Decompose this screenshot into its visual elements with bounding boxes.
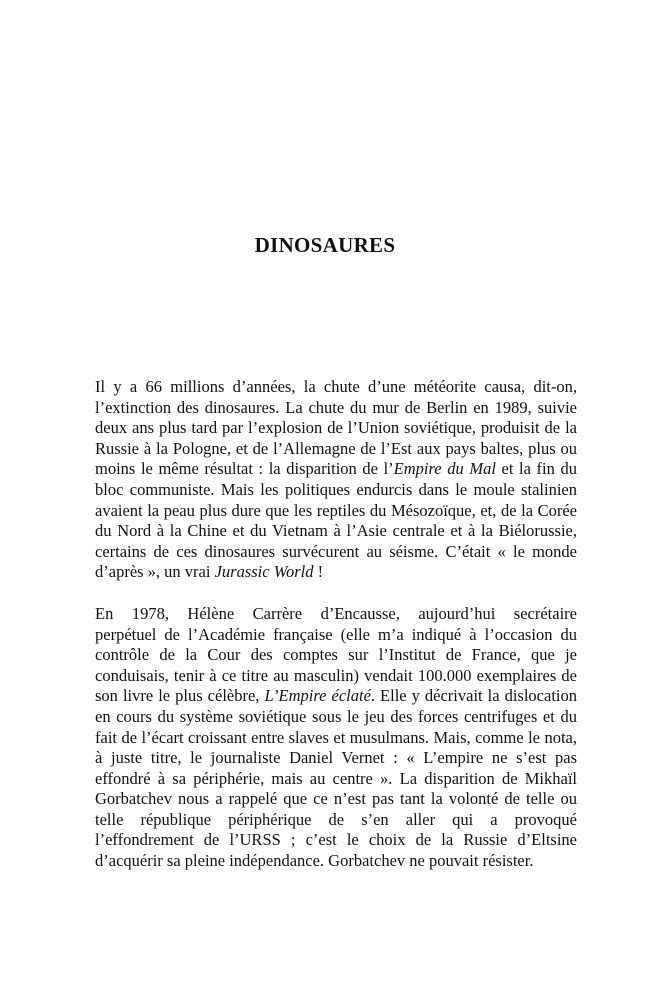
text-line: certains de ces dinosaures survécurent au séisme. C’était « le monde (95, 541, 577, 561)
italic-title: Empire du Mal (393, 459, 496, 479)
text-line: contrôle de la Cour des comptes sur l’Institut de France, que je (95, 645, 577, 665)
text-line: En 1978, Hélène Carrère d’Encausse, aujourd’hui secrétaire (95, 603, 577, 623)
text-line: Russie à la Pologne, et de l’Allemagne de l’Est aux pays baltes, plus ou (95, 438, 577, 458)
text-line: telle république périphérique de s’en aller qui a provoqué (95, 809, 577, 829)
text-line: avaient la peau plus dure que les reptiles du Mésozoïque, et, de la Corée (95, 500, 577, 520)
paragraph-1 (73, 377, 577, 583)
text-line: son livre le plus célèbre, L’Empire éclaté. Elle y décrivait la dislocation (95, 686, 577, 706)
italic-title: L’Empire éclaté (264, 686, 371, 706)
text-line: perpétuel de l’Académie française (elle m’a indiqué à l’occasion du (95, 624, 577, 644)
text-line: Il y a 66 millions d’années, la chute d’une météorite causa, dit-on, (95, 377, 577, 396)
text-line: d’acquérir sa pleine indépendance. Gorbatchev ne pouvait résister. (95, 851, 534, 871)
chapter-body (73, 377, 577, 872)
chapter-title: DINOSAURES (254, 233, 396, 257)
text-line: à juste titre, le journaliste Daniel Vernet : « L’empire ne s’est pas (95, 748, 577, 768)
paragraph-2 (73, 604, 577, 872)
text-line: effondré à sa périphérie, mais au centre ». La disparition de Mikhaïl (95, 768, 577, 788)
text-line: bloc communiste. Mais les politiques endurcis dans le moule stalinien (95, 479, 577, 499)
text-line: du Nord à la Chine et du Vietnam à l’Asie centrale et à la Biélorussie, (95, 521, 577, 541)
italic-title: Jurassic World (214, 562, 314, 582)
text-line: en cours du système soviétique sous le jeu des forces centrifuges et du (95, 706, 577, 726)
text-line: Gorbatchev nous a rappelé que ce n’est pas tant la volonté de telle ou (95, 789, 577, 809)
text-line: conduisais, tenir à ce titre au masculin) vendait 100.000 exemplaires de (95, 665, 577, 685)
text-line: fait de l’écart croissant entre slaves et musulmans. Mais, comme le nota, (95, 727, 577, 747)
text-line: l’effondrement de l’URSS ; c’est le choix de la Russie d’Eltsine (95, 830, 577, 850)
text-line: d’après », un vrai Jurassic World ! (95, 562, 324, 582)
text-line: deux ans plus tard par l’explosion de l’Union soviétique, produisit de la (95, 418, 577, 438)
text-line: moins le même résultat : la disparition de l’Empire du Mal et la fin du (95, 459, 577, 479)
text-line: l’extinction des dinosaures. La chute du mur de Berlin en 1989, suivie (95, 397, 577, 417)
